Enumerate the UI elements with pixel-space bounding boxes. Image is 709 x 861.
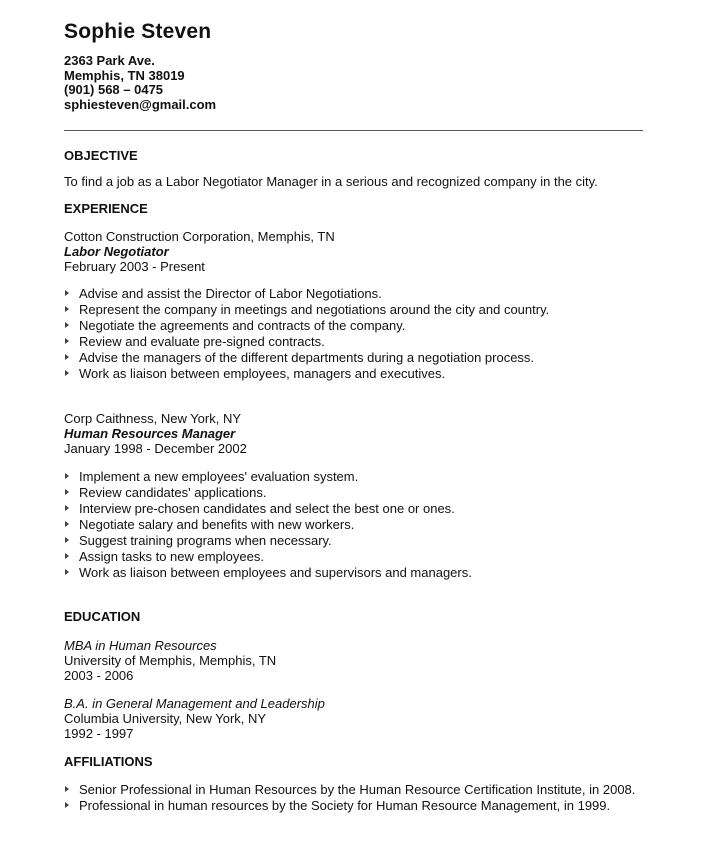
bullet-triangle-icon (65, 553, 69, 559)
degree-years: 2003 - 2006 (64, 668, 134, 683)
bullet-triangle-icon (65, 473, 69, 479)
objective-heading: OBJECTIVE (64, 148, 138, 163)
list-item: Assign tasks to new employees. (64, 549, 644, 565)
affiliations-list (64, 782, 644, 814)
bullet-triangle-icon (65, 322, 69, 328)
objective-text: To find a job as a Labor Negotiator Manager in a serious and recognized company in the city. (64, 174, 598, 189)
job-role: Human Resources Manager (64, 426, 236, 441)
list-item: Review and evaluate pre-signed contracts. (64, 334, 644, 350)
list-item: Professional in human resources by the Society for Human Resource Management, in 1999. (64, 798, 644, 814)
list-item: Interview pre-chosen candidates and select the best one or ones. (64, 501, 644, 517)
bullet-triangle-icon (65, 537, 69, 543)
email-line: sphiesteven@gmail.com (64, 96, 217, 112)
job-dates: February 2003 - Present (64, 259, 205, 274)
list-item: Advise the managers of the different departments during a negotiation process. (64, 350, 644, 366)
list-item: Advise and assist the Director of Labor Negotiations. (64, 286, 644, 302)
list-item: Suggest training programs when necessary. (64, 533, 644, 549)
list-item: Review candidates' applications. (64, 485, 644, 501)
list-item: Negotiate salary and benefits with new workers. (64, 517, 644, 533)
bullet-triangle-icon (65, 505, 69, 511)
address-line: 2363 Park Ave. (64, 53, 155, 68)
header-divider (64, 130, 643, 131)
education-entry (64, 638, 644, 683)
city-line: Memphis, TN 38019 (64, 67, 185, 83)
bullet-triangle-icon (65, 290, 69, 296)
list-item: Work as liaison between employees and supervisors and managers. (64, 565, 644, 581)
list-item: Senior Professional in Human Resources by the Human Resource Certification Institute, in 2008. (64, 782, 644, 798)
bullet-triangle-icon (65, 569, 69, 575)
education-heading: EDUCATION (64, 609, 141, 624)
contact-block (64, 54, 644, 112)
bullet-triangle-icon (65, 338, 69, 344)
list-item: Implement a new employees' evaluation system. (64, 469, 644, 485)
job-duties-list (64, 469, 644, 581)
school-name: Columbia University, New York, NY (64, 711, 267, 726)
school-name: University of Memphis, Memphis, TN (64, 653, 277, 668)
job-dates: January 1998 - December 2002 (64, 441, 247, 456)
degree-name: B.A. in General Management and Leadership (64, 696, 325, 711)
experience-heading: EXPERIENCE (64, 201, 148, 216)
degree-name: MBA in Human Resources (64, 638, 217, 653)
job-duties-list (64, 286, 644, 382)
bullet-triangle-icon (65, 521, 69, 527)
bullet-triangle-icon (65, 489, 69, 495)
bullet-triangle-icon (65, 802, 69, 808)
job-company: Cotton Construction Corporation, Memphis, TN (64, 229, 335, 244)
bullet-triangle-icon (65, 306, 69, 312)
degree-years: 1992 - 1997 (64, 726, 134, 741)
education-entry (64, 696, 644, 741)
job-entry (64, 229, 644, 382)
job-role: Labor Negotiator (64, 244, 169, 259)
bullet-triangle-icon (65, 786, 69, 792)
resume-page (64, 20, 644, 814)
bullet-triangle-icon (65, 354, 69, 360)
affiliations-heading: AFFILIATIONS (64, 754, 153, 769)
job-company: Corp Caithness, New York, NY (64, 411, 242, 426)
applicant-name: Sophie Steven (64, 20, 212, 43)
list-item: Negotiate the agreements and contracts of the company. (64, 318, 644, 334)
list-item: Represent the company in meetings and negotiations around the city and country. (64, 302, 644, 318)
phone-line: (901) 568 – 0475 (64, 82, 164, 97)
job-entry (64, 411, 644, 581)
list-item: Work as liaison between employees, managers and executives. (64, 366, 644, 382)
bullet-triangle-icon (65, 370, 69, 376)
